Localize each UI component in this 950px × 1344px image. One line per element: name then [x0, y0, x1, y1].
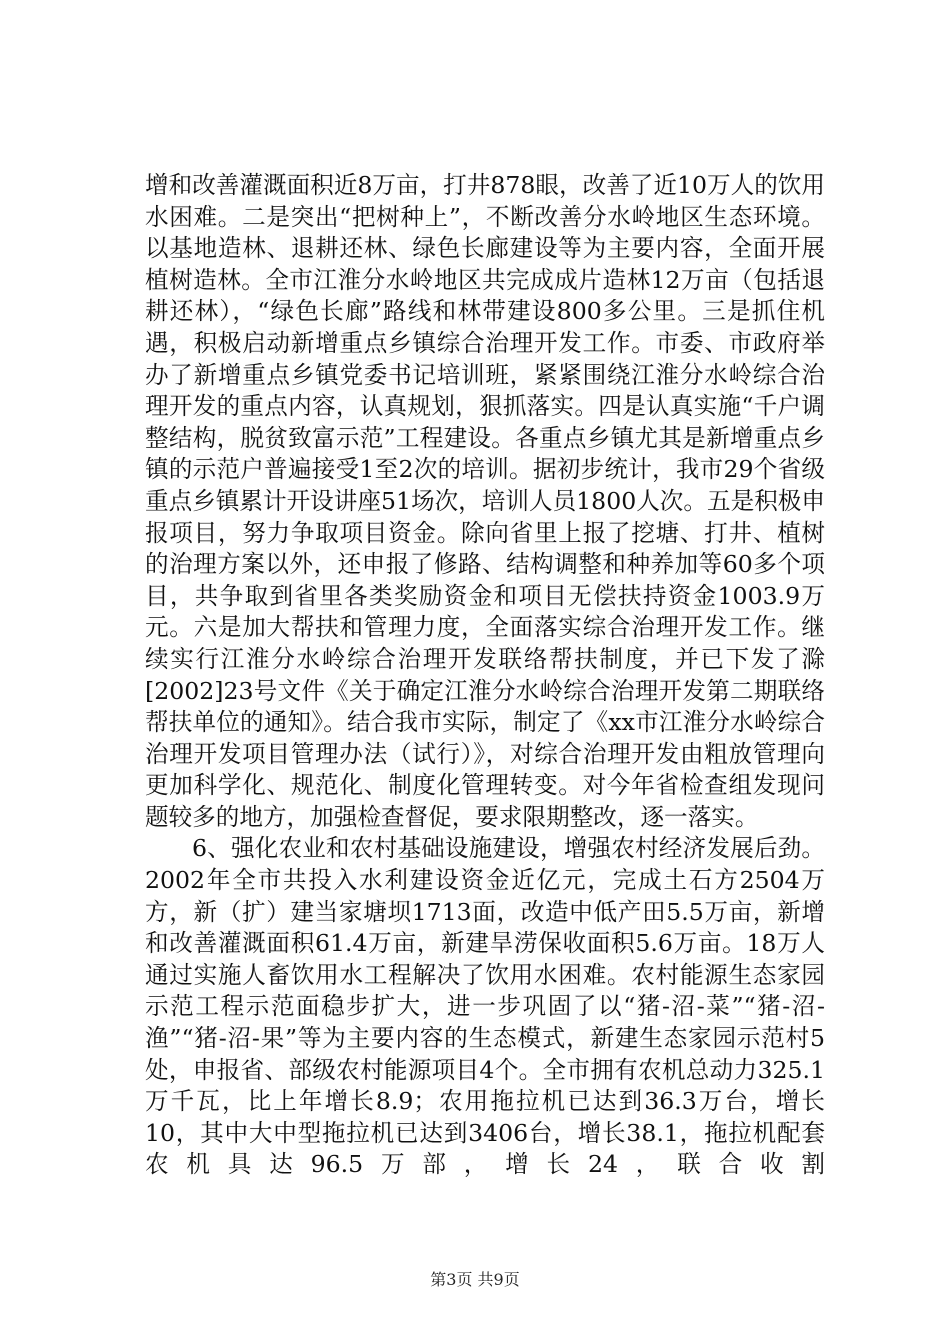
paragraph-1: 增和改善灌溉面积近8万亩，打井878眼，改善了近10万人的饮用水困难。二是突出“把树种上”，不断改善分水岭地区生态环境。以基地造林、退耕还林、绿色长廊建设等为主要内容，全面开展植树造林。全市江淮分水岭地区共完成成片造林12万亩（包括退耕还林），“绿色长廊”路线和林带建设800多公里。三是抓住机遇，积极启动新增重点乡镇综合治理开发工作。市委、市政府举办了新增重点乡镇党委书记培训班，紧紧围绕江淮分水岭综合治理开发的重点内容，认真规划，狠抓落实。四是认真实施“千户调整结构，脱贫致富示范”工程建设。各重点乡镇尤其是新增重点乡镇的示范户普遍接受1至2次的培训。据初步统计，我市29个省级重点乡镇累计开设讲座51场次，培训人员1800人次。五是积极申报项目，努力争取项目资金。除向省里上报了挖塘、打井、植树的治理方案以外，还申报了修路、结构调整和种养加等60多个项目，共争取到省里各类奖励资金和项目无偿扶持资金1003.9万元。六是加大帮扶和管理力度，全面落实综合治理开发工作。继续实行江淮分水岭综合治理开发联络帮扶制度，并已下发了滁[2002]23号文件《关于确定江淮分水岭综合治理开发第二期联络帮扶单位的通知》。结合我市实际，制定了《xx市江淮分水岭综合治理开发项目管理办法（试行）》，对综合治理开发由粗放管理向更加科学化、规范化、制度化管理转变。对今年省检查组发现问题较多的地方，加强检查督促，要求限期整改，逐一落实。: [145, 171, 825, 831]
paragraph-2: 6、强化农业和农村基础设施建设，增强农村经济发展后劲。2002年全市共投入水利建设资金近亿元，完成土石方2504万方，新（扩）建当家塘坝1713面，改造中低产田5.5万亩，新增和改善灌溉面积61.4万亩，新建旱涝保收面积5.6万亩。18万人通过实施人畜饮用水工程解决了饮用水困难。农村能源生态家园示范工程示范面稳步扩大，进一步巩固了以“猪-沼-菜”“猪-沼-渔”“猪-沼-果”等为主要内容的生态模式，新建生态家园示范村5处，申报省、部级农村能源项目4个。全市拥有农机总动力325.1万千瓦，比上年增长8.9；农用拖拉机已达到36.3万台，增长10，其中大中型拖拉机已达到3406台，增长38.1，拖拉机配套农机具达96.5万部，增长24，联合收割: [145, 834, 825, 1179]
body-text: [145, 170, 825, 1181]
page-footer: 第3页 共9页: [430, 1270, 520, 1289]
